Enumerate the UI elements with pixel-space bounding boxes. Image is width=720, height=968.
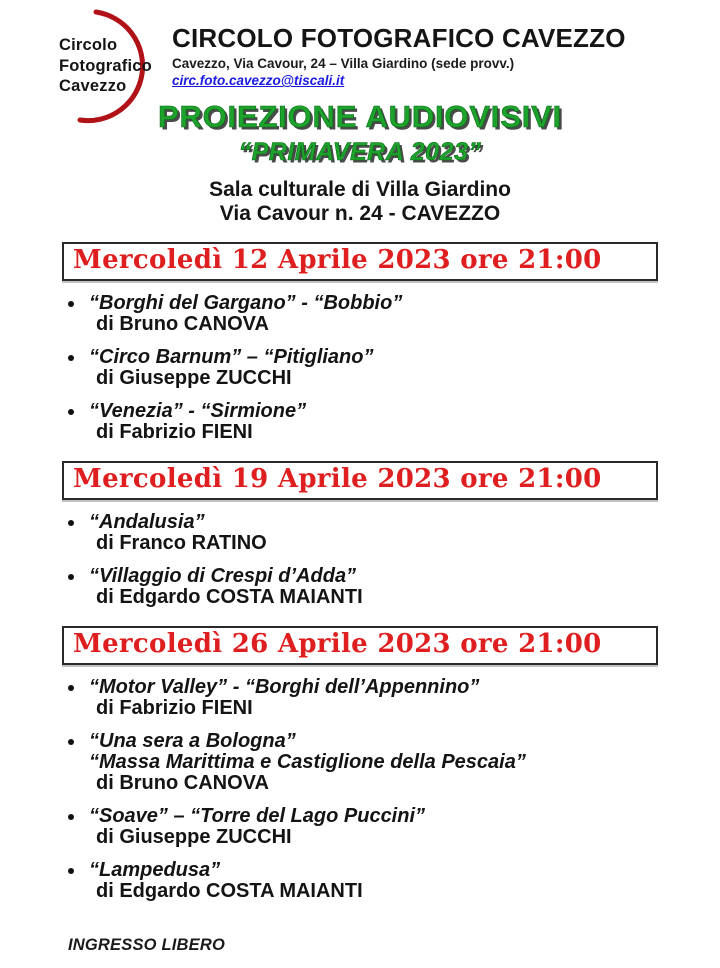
item-text — [89, 512, 267, 554]
list-item — [62, 293, 658, 335]
program-section — [62, 626, 658, 902]
show-title: “Venezia” - “Sirmione” — [89, 400, 307, 422]
date-header-box — [62, 242, 658, 281]
bullet-icon — [62, 293, 89, 335]
org-address: Cavezzo, Via Cavour, 24 – Villa Giardino (sede provv.) — [172, 56, 515, 71]
club-logo — [44, 8, 170, 138]
item-text — [89, 677, 479, 719]
show-title: “Andalusia” — [89, 511, 205, 533]
bullet-icon — [62, 731, 89, 794]
list-item — [62, 401, 658, 443]
org-email — [172, 73, 720, 88]
show-author: di Edgardo COSTA MAIANTI — [96, 586, 363, 608]
list-item — [62, 512, 658, 554]
item-text — [89, 806, 425, 848]
list-item — [62, 347, 658, 389]
show-author: di Bruno CANOVA — [96, 772, 269, 794]
event-subtitle: “PRIMAVERA 2023” — [238, 138, 482, 166]
bullet-icon — [62, 860, 89, 902]
show-author: di Fabrizio FIENI — [96, 697, 253, 719]
item-text — [89, 347, 373, 389]
show-author: di Bruno CANOVA — [96, 313, 269, 335]
logo-line3: Cavezzo — [59, 77, 127, 95]
show-author: di Edgardo COSTA MAIANTI — [96, 880, 363, 902]
show-title: “Motor Valley” - “Borghi dell’Appennino” — [89, 676, 480, 698]
logo-text — [59, 35, 152, 97]
list-item — [62, 806, 658, 848]
item-text — [89, 731, 526, 794]
show-title: “Lampedusa” — [89, 859, 221, 881]
venue-line1: Sala culturale di Villa Giardino — [209, 178, 511, 201]
date-header-box — [62, 461, 658, 500]
item-text — [89, 293, 402, 335]
show-author: di Fabrizio FIENI — [96, 421, 253, 443]
program-sections — [62, 242, 658, 902]
item-text — [89, 566, 363, 608]
bullet-icon — [62, 806, 89, 848]
show-title: “Una sera a Bologna” — [89, 730, 296, 752]
show-author: di Franco RATINO — [96, 532, 267, 554]
item-text — [89, 860, 363, 902]
list-item — [62, 731, 658, 794]
show-title: “Borghi del Gargano” - “Bobbio” — [89, 292, 403, 314]
event-title: PROIEZIONE AUDIOVISIVI — [157, 99, 562, 134]
list-item — [62, 566, 658, 608]
header — [172, 0, 720, 88]
bullet-icon — [62, 512, 89, 554]
bullet-icon — [62, 347, 89, 389]
item-text — [89, 401, 306, 443]
program-section — [62, 461, 658, 608]
date-header-box — [62, 626, 658, 665]
date-header-text: Mercoledì 26 Aprile 2023 ore 21:00 — [73, 629, 602, 659]
item-list — [62, 677, 658, 902]
venue-line2: Via Cavour n. 24 - CAVEZZO — [219, 202, 501, 225]
show-title: “Villaggio di Crespi d’Adda” — [89, 565, 357, 587]
logo-line1: Circolo — [59, 36, 118, 54]
venue — [0, 178, 720, 226]
item-list — [62, 512, 658, 608]
bullet-icon — [62, 566, 89, 608]
show-author: di Giuseppe ZUCCHI — [96, 367, 292, 389]
email-link[interactable]: circ.foto.cavezzo@tiscali.it — [172, 73, 345, 88]
show-title: “Soave” – “Torre del Lago Puccini” — [89, 805, 426, 827]
bullet-icon — [62, 677, 89, 719]
list-item — [62, 677, 658, 719]
org-title: CIRCOLO FOTOGRAFICO CAVEZZO — [172, 23, 626, 53]
list-item — [62, 860, 658, 902]
date-header-text: Mercoledì 19 Aprile 2023 ore 21:00 — [73, 464, 602, 494]
item-list — [62, 293, 658, 443]
date-header-text: Mercoledì 12 Aprile 2023 ore 21:00 — [73, 245, 602, 275]
show-author: di Giuseppe ZUCCHI — [96, 826, 292, 848]
free-entry-note: INGRESSO LIBERO — [68, 936, 226, 954]
bullet-icon — [62, 401, 89, 443]
show-title: “Circo Barnum” – “Pitigliano” — [89, 346, 374, 368]
show-title: “Massa Marittima e Castiglione della Pescaia” — [89, 751, 526, 773]
program-section — [62, 242, 658, 443]
logo-line2: Fotografico — [59, 56, 152, 75]
